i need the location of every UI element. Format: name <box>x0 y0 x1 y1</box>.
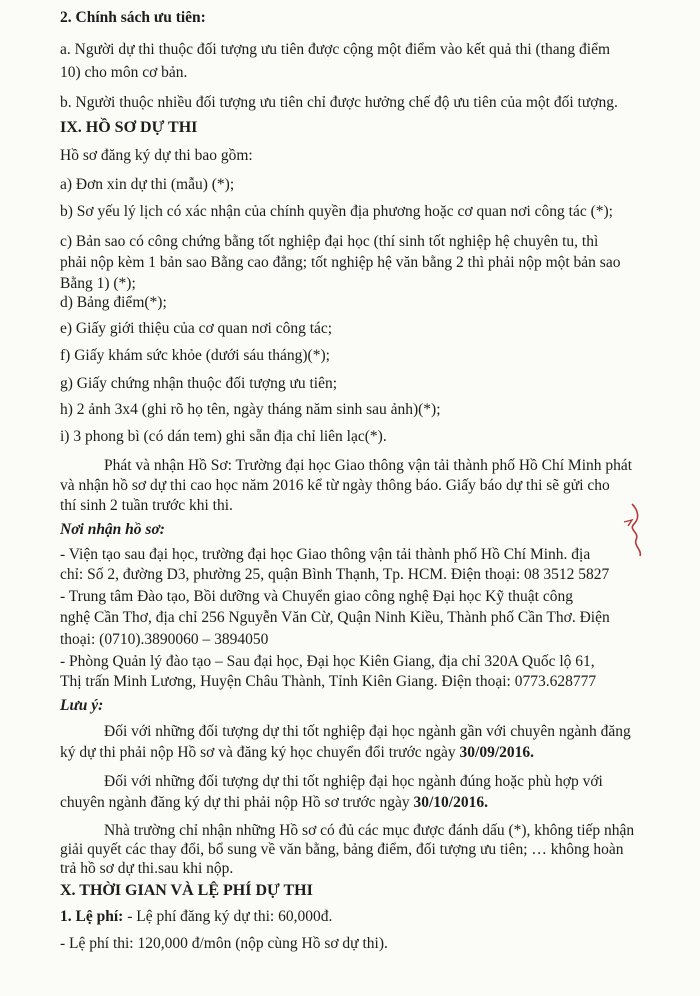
priority-a-line-1: a. Người dự thi thuộc đối tượng ưu tiên được cộng một điểm vào kết quả thi (thang điểm <box>60 41 611 58</box>
fee-line-1 <box>60 907 332 927</box>
note-1-line-1: Đối với những đối tượng dự thi tốt nghiệp đại học ngành gần với chuyên ngành đăng <box>104 723 631 740</box>
dossier-item-e: e) Giấy giới thiệu của cơ quan nơi công tác; <box>60 320 333 337</box>
dossier-item-c-line-1: c) Bản sao có công chứng bằng tốt nghiệp đại học (thí sinh tốt nghiệp hệ chuyên tu, thì <box>60 233 599 250</box>
note-3-line-3: trả hồ sơ dự thi.sau khi nộp. <box>60 860 234 877</box>
dossier-item-i: i) 3 phong bì (có dán tem) ghi sẵn địa chỉ liên lạc(*). <box>60 428 387 445</box>
receive-place-2-line-3: thoại: (0710).3890060 – 3894050 <box>60 631 269 648</box>
priority-b-line-1: b. Người thuộc nhiều đối tượng ưu tiên chỉ được hưởng chế độ ưu tiên của một đối tượng. <box>60 94 618 111</box>
receive-place-3-line-1: - Phòng Quản lý đào tạo – Sau đại học, Đại học Kiên Giang, địa chỉ 320A Quốc lộ 61, <box>60 653 595 670</box>
dossier-item-a: a) Đơn xin dự thi (mẫu) (*); <box>60 176 235 193</box>
note-heading: Lưu ý: <box>60 697 104 714</box>
note-1-line-2 <box>60 743 534 763</box>
section-x-heading: X. THỜI GIAN VÀ LỆ PHÍ DỰ THI <box>60 882 313 899</box>
note-1-text: ký dự thi phải nộp Hồ sơ và đăng ký học chuyển đổi trước ngày <box>60 744 460 761</box>
handwritten-mark-icon <box>618 500 658 560</box>
note-2-text: chuyên ngành đăng ký dự thi phải nộp Hồ sơ trước ngày <box>60 794 414 811</box>
section-2-heading: 2. Chính sách ưu tiên: <box>60 9 206 26</box>
dossier-paragraph-line-3: thí sinh 2 tuần trước khi thi. <box>60 497 233 514</box>
note-1-deadline: 30/09/2016. <box>459 744 535 761</box>
receive-place-2-line-1: - Trung tâm Đào tạo, Bồi dưỡng và Chuyển giao công nghệ Đại học Kỹ thuật công <box>60 588 573 605</box>
dossier-item-d: d) Bảng điểm(*); <box>60 294 167 311</box>
receive-heading: Nơi nhận hồ sơ: <box>60 521 165 538</box>
dossier-paragraph-line-2: và nhận hồ sơ dự thi cao học năm 2016 kể từ ngày thông báo. Giấy báo dự thi sẽ gửi cho <box>60 477 610 494</box>
note-2-line-2 <box>60 793 488 813</box>
receive-place-1-line-2: chỉ: Số 2, đường D3, phường 25, quận Bình Thạnh, Tp. HCM. Điện thoại: 08 3512 5827 <box>60 566 610 583</box>
dossier-item-g: g) Giấy chứng nhận thuộc đối tượng ưu tiên; <box>60 375 338 392</box>
dossier-item-c-line-2: phải nộp kèm 1 bản sao Bằng cao đẳng; tốt nghiệp hệ văn bằng 2 thì phải nộp một bản sao <box>60 254 621 271</box>
section-ix-heading: IX. HỒ SƠ DỰ THI <box>60 119 198 136</box>
receive-place-1-line-1: - Viện tạo sau đại học, trường đại học Giao thông vận tải thành phố Hồ Chí Minh. địa <box>60 546 591 563</box>
priority-a-line-2: 10) cho môn cơ bản. <box>60 64 188 81</box>
fee-label: 1. Lệ phí: <box>60 908 124 925</box>
fee-line-2: - Lệ phí thi: 120,000 đ/môn (nộp cùng Hồ sơ dự thi). <box>60 935 388 952</box>
receive-place-2-line-2: nghệ Cần Thơ, địa chỉ 256 Nguyễn Văn Cừ, Quận Ninh Kiều, Thành phố Cần Thơ. Điện <box>60 609 610 626</box>
dossier-item-b: b) Sơ yếu lý lịch có xác nhận của chính quyền địa phương hoặc cơ quan nơi công tác (*); <box>60 203 613 220</box>
note-2-deadline: 30/10/2016. <box>413 794 488 811</box>
note-3-line-2: giải quyết các thay đổi, bổ sung về văn bằng, bảng điểm, đối tượng ưu tiên; … không hoàn <box>60 841 624 858</box>
fee-registration: - Lệ phí đăng ký dự thi: 60,000đ. <box>123 908 333 925</box>
dossier-item-c-line-3: Bằng 1) (*); <box>60 275 136 292</box>
dossier-item-f: f) Giấy khám sức khỏe (dưới sáu tháng)(*); <box>60 347 330 364</box>
note-3-line-1: Nhà trường chỉ nhận những Hồ sơ có đủ các mục được đánh dấu (*), không tiếp nhận <box>104 822 635 839</box>
receive-place-3-line-2: Thị trấn Minh Lương, Huyện Châu Thành, Tỉnh Kiên Giang. Điện thoại: 0773.628777 <box>60 673 597 690</box>
dossier-paragraph-line-1: Phát và nhận Hồ Sơ: Trường đại học Giao thông vận tải thành phố Hồ Chí Minh phát <box>104 457 633 474</box>
note-2-line-1: Đối với những đối tượng dự thi tốt nghiệp đại học ngành đúng hoặc phù hợp với <box>104 773 603 790</box>
dossier-intro: Hồ sơ đăng ký dự thi bao gồm: <box>60 147 253 164</box>
dossier-item-h: h) 2 ảnh 3x4 (ghi rõ họ tên, ngày tháng năm sinh sau ảnh)(*); <box>60 401 441 418</box>
